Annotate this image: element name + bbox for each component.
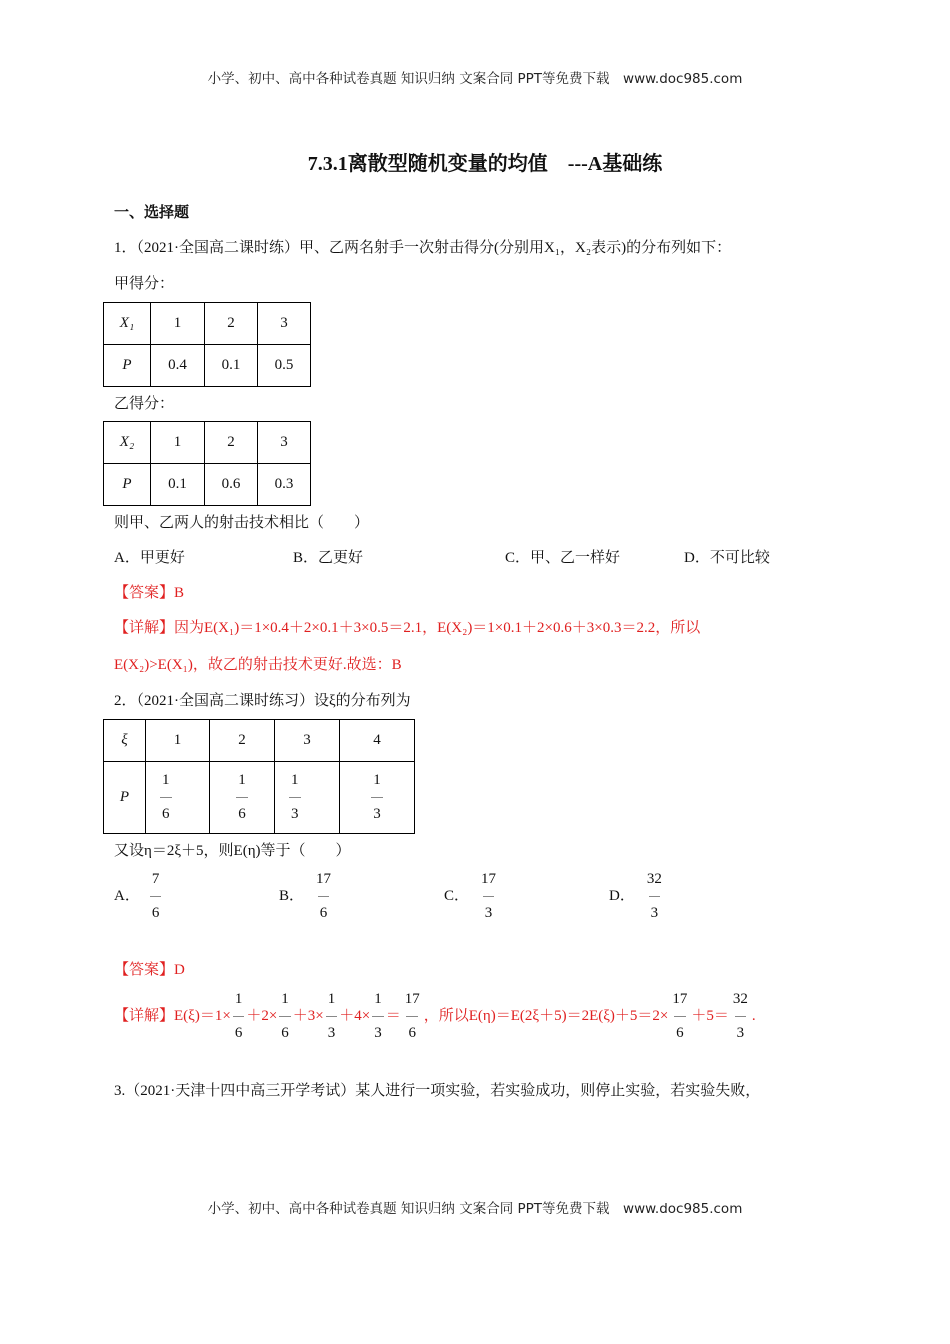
q2-question: 又设η＝2ξ＋5，则E(η)等于（ ）	[114, 843, 351, 859]
cell: 1	[151, 303, 205, 345]
cell: 3	[258, 303, 311, 345]
q1-table-yi	[103, 421, 311, 506]
cell: 3	[275, 720, 340, 762]
cell: 0.5	[258, 345, 311, 387]
cell: 4	[340, 720, 415, 762]
fraction: $\frac{1}{3}$	[291, 772, 299, 822]
cell: 2	[210, 720, 275, 762]
q2-stem: 2．（2021·全国高二课时练习）设ξ的分布列为	[114, 693, 411, 709]
q1-option-a: A．甲更好	[114, 550, 185, 566]
q2-detail: 【详解】E(ξ)＝1× $\frac{1}{6}$ ＋2× $\frac{1}{6}$ ＋3× $\frac{1}{3}$ ＋4× $\frac{1}{3}$ ＝ $\frac{17}{6}$ ，所以E(η)＝E(2ξ＋5)＝2E(ξ)＋5＝2× $\frac{17}{6}$ ＋5＝ $\frac{32}{3}$ .	[114, 991, 756, 1041]
q2-option-b: B． $\frac{17}{6}$	[279, 871, 332, 921]
q3-stem: 3.（2021·天津十四中高三开学考试）某人进行一项实验，若实验成功，则停止实验，若实验失败，	[114, 1083, 761, 1099]
cell: 1	[146, 720, 210, 762]
cell: 0.1	[205, 345, 258, 387]
cell: 2	[205, 303, 258, 345]
q1-detail-line2: E(X₂)>E(X₁)，故乙的射击技术更好.故选：B	[114, 657, 402, 673]
q1-option-c: C．甲、乙一样好	[505, 550, 621, 566]
fraction: $\frac{1}{3}$	[373, 772, 381, 822]
q1-question: 则甲、乙两人的射击技术相比（ ）	[114, 515, 370, 531]
cell: 0.6	[205, 464, 258, 506]
section-heading: 一、选择题	[114, 205, 190, 221]
q1-stem: 1．（2021·全国高二课时练）甲、乙两名射手一次射击得分(分别用X₁，X₂表示)的分布列如下：	[114, 240, 732, 256]
page-header: 小学、初中、高中各种试卷真题 知识归纳 文案合同 PPT等免费下载 www.doc985.com	[207, 71, 743, 87]
q1-table-jia	[103, 302, 311, 387]
q2-option-d: D． $\frac{32}{3}$	[609, 871, 662, 921]
cell: 3	[258, 422, 311, 464]
cell: ξ	[121, 732, 128, 748]
fraction: $\frac{1}{6}$	[238, 772, 246, 822]
q2-option-c: C． $\frac{17}{3}$	[444, 871, 497, 921]
q1-detail-line1: 【详解】因为E(X₁)＝1×0.4＋2×0.1＋3×0.5＝2.1，E(X₂)＝1×0.1＋2×0.6＋3×0.3＝2.2，所以	[114, 620, 701, 636]
q2-answer: 【答案】D	[114, 962, 185, 978]
q1-option-d: D．不可比较	[684, 550, 770, 566]
cell: X₂	[119, 434, 135, 450]
cell: 0.3	[258, 464, 311, 506]
page-footer: 小学、初中、高中各种试卷真题 知识归纳 文案合同 PPT等免费下载 www.doc985.com	[207, 1201, 743, 1217]
fraction: $\frac{1}{6}$	[162, 772, 170, 822]
q1-yi-label: 乙得分：	[114, 396, 175, 412]
cell: 2	[205, 422, 258, 464]
cell: P	[122, 476, 132, 492]
q2-table	[103, 719, 415, 834]
cell: 1	[151, 422, 205, 464]
q1-option-b: B．乙更好	[293, 550, 364, 566]
page-title: 7.3.1离散型随机变量的均值 ---A基础练	[307, 153, 663, 175]
q1-answer: 【答案】B	[114, 585, 185, 601]
cell: 0.4	[151, 345, 205, 387]
cell: P	[119, 789, 130, 805]
cell: X₁	[119, 315, 135, 331]
q1-jia-label: 甲得分：	[114, 276, 175, 292]
cell: 0.1	[151, 464, 205, 506]
q2-option-a: A． $\frac{7}{6}$	[114, 871, 160, 921]
cell: P	[122, 357, 132, 373]
